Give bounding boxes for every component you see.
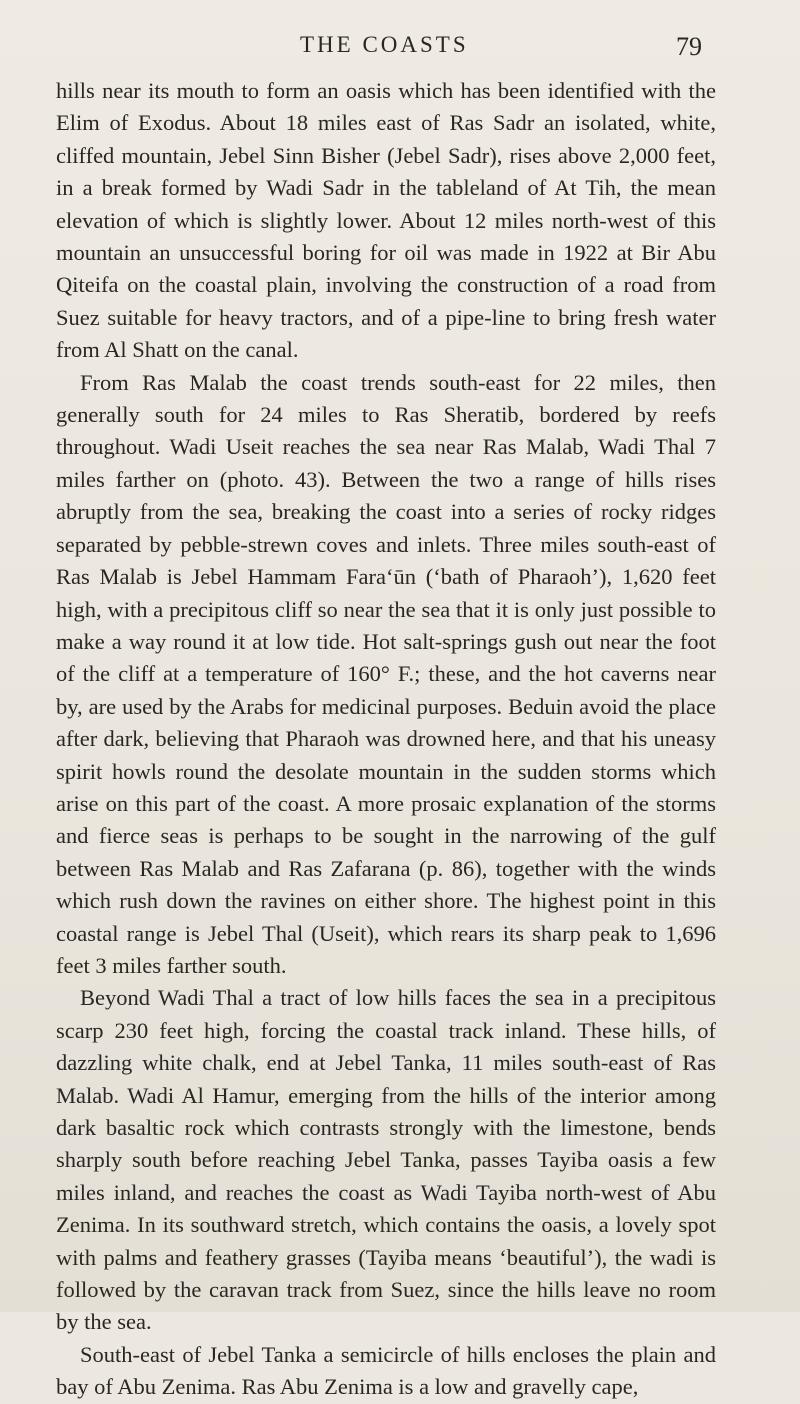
paragraph-2: From Ras Malab the coast trends south-east for 22 miles, then generally south for 24 miles to Ras Sheratib, bordered by reefs throughout. Wadi Useit reaches the sea near Ras Malab, Wadi Thal 7 miles farther on (photo. 43). Between the two a range of hills rises abruptly from the sea, breaking the coast into a series of rocky ridges separated by pebble-strewn coves and inlets. Three miles south-east of Ras Malab is Jebel Hammam Fara‘ūn (‘bath of Pharaoh’), 1,620 feet high, with a precipitous cliff so near the sea that it is only just possible to make a way round it at low tide. Hot salt-springs gush out near the foot of the cliff at a temperature of 160° F.; these, and the hot caverns near by, are used by the Arabs for medicinal purposes. Beduin avoid the place after dark, believing that Pharaoh was drowned here, and that his uneasy spirit howls round the desolate mountain in the sudden storms which arise on this part of the coast. A more prosaic explanation of the storms and fierce seas is perhaps to be sought in the narrowing of the gulf between Ras Malab and Ras Zafarana (p. 86), together with the winds which rush down the ravines on either shore. The highest point in this coastal range is Jebel Thal (Useit), which rears its sharp peak to 1,696 feet 3 miles farther south. <box>56 369 716 978</box>
running-head <box>0 32 800 72</box>
text-body <box>56 75 716 1404</box>
paragraph-1: hills near its mouth to form an oasis which has been identified with the Elim of Exodus. About 18 miles east of Ras Sadr an isolated, white, cliffed mountain, Jebel Sinn Bisher (Jebel Sadr), rises above 2,000 feet, in a break formed by Wadi Sadr in the tableland of At Tih, the mean elevation of which is slightly lower. About 12 miles north-west of this mountain an unsuccessful boring for oil was made in 1922 at Bir Abu Qiteifa on the coastal plain, involving the construction of a road from Suez suitable for heavy tractors, and of a pipe-line to bring fresh water from Al Shatt on the canal. <box>56 78 716 363</box>
paragraph-3: Beyond Wadi Thal a tract of low hills faces the sea in a precipitous scarp 230 feet high, forcing the coastal track inland. These hills, of dazzling white chalk, end at Jebel Tanka, 11 miles south-east of Ras Malab. Wadi Al Hamur, emerging from the hills of the interior among dark basaltic rock which contrasts strongly with the limestone, bends sharply south before reaching Jebel Tanka, passes Tayiba oasis a few miles inland, and reaches the coast as Wadi Tayiba north-west of Abu Zenima. In its southward stretch, which contains the oasis, a lovely spot with palms and feathery grasses (Tayiba means ‘beautiful’), the wadi is followed by the caravan track from Suez, since the hills leave no room by the sea. <box>56 985 716 1335</box>
running-title: THE COASTS <box>300 32 469 57</box>
page-number: 79 <box>676 32 702 61</box>
paragraph-4: South-east of Jebel Tanka a semicircle of hills encloses the plain and bay of Abu Zenima. Ras Abu Zenima is a low and gravelly cape, <box>56 1341 716 1400</box>
